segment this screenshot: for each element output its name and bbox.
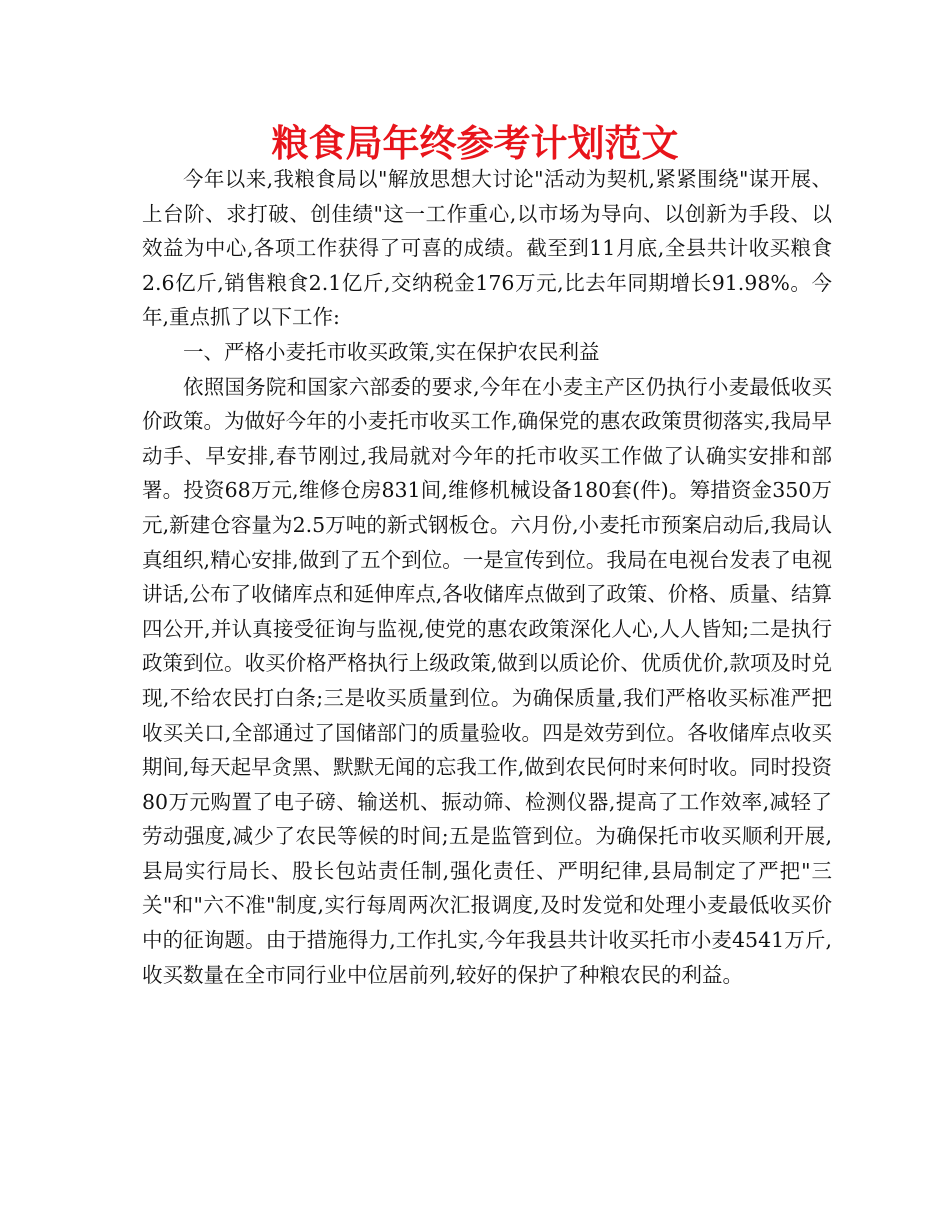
document-body (142, 162, 832, 992)
section-heading-1: 一、严格小麦托市收买政策,实在保护农民利益 (183, 339, 600, 364)
paragraph-intro: 今年以来,我粮食局以"解放思想大讨论"活动为契机,紧紧围绕"谋开展、上台阶、求打破、创佳绩"这一工作重心,以市场为导向、以创新为手段、以效益为中心,各项工作获得了可喜的成绩。截至到11月底,全县共计收买粮食2.6亿斤,销售粮食2.1亿斤,交纳税金176万元,比去年同期增长91.98%。今年,重点抓了以下工作: (142, 167, 832, 330)
paragraph-section-1: 依照国务院和国家六部委的要求,今年在小麦主产区仍执行小麦最低收买价政策。为做好今年的小麦托市收买工作,确保党的惠农政策贯彻落实,我局早动手、早安排,春节刚过,我局就对今年的托市收买工作做了认确实安排和部署。投资68万元,维修仓房831间,维修机械设备180套(件)。筹措资金350万元,新建仓容量为2.5万吨的新式钢板仓。六月份,小麦托市预案启动后,我局认真组织,精心安排,做到了五个到位。一是宣传到位。我局在电视台发表了电视讲话,公布了收储库点和延伸库点,各收储库点做到了政策、价格、质量、结算四公开,并认真接受征询与监视,使党的惠农政策深化人心,人人皆知;二是执行政策到位。收买价格严格执行上级政策,做到以质论价、优质优价,款项及时兑现,不给农民打白条;三是收买质量到位。为确保质量,我们严格收买标准严把收买关口,全部通过了国储部门的质量验收。四是效劳到位。各收储库点收买期间,每天起早贪黑、默默无闻的忘我工作,做到农民何时来何时收。同时投资80万元购置了电子磅、输送机、振动筛、检测仪器,提高了工作效率,减轻了劳动强度,减少了农民等候的时间;五是监管到位。为确保托市收买顺利开展,县局实行局长、股长包站责任制,强化责任、严明纪律,县局制定了严把"三关"和"六不准"制度,实行每周两次汇报调度,及时发觉和处理小麦最低收买价中的征询题。由于措施得力,工作扎实,今年我县共计收买托市小麦4541万斤,收买数量在全市同行业中位居前列,较好的保护了种粮农民的利益。 (142, 374, 832, 987)
document-title: 粮食局年终参考计划范文 (271, 122, 679, 165)
